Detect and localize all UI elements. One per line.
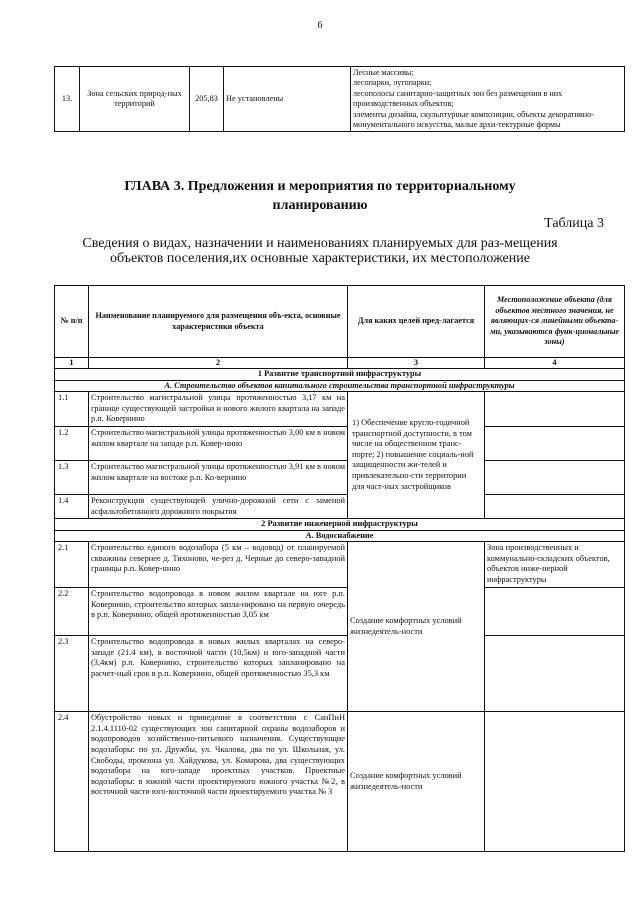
header-num: № п/п [55, 286, 89, 358]
table-row [55, 636, 625, 712]
row-description: Строительство единого водозабора (5 км – водовод) от планируемой скважины севернее д. Тихоново, че-рез д. Черные до северо-западной границы р.п. Ковер-нино [89, 542, 348, 588]
row-location [485, 392, 625, 427]
zone-item: лесополосы санитарно-защитных зон без размещения в них производственных объектов; [353, 88, 563, 109]
row-location [485, 588, 625, 636]
zone-rules: Не установлены [224, 67, 351, 132]
table-row [55, 542, 625, 588]
column-number: 4 [485, 358, 625, 369]
row-number: 1.3 [55, 461, 89, 495]
row-purpose-water: Создание комфортных условий жизнедеятель-ности [348, 542, 485, 712]
table-row [55, 588, 625, 636]
row-description: Строительство магистральной улицы протяженностью 3,91 км в новом жилом квартале на востоке р.п. Ко-вернино [89, 461, 348, 495]
zone-area: 205,83 [190, 67, 224, 132]
subsection-row [55, 530, 625, 542]
row-location [485, 712, 625, 852]
subsection-title-transport: А. Строительство объектов капитального строительства транспортной инфраструктуры [55, 380, 625, 392]
column-number: 1 [55, 358, 89, 369]
table-row [55, 427, 625, 461]
row-purpose-water: Создание комфортных условий жизнедеятель-ности [348, 712, 485, 852]
row-description: Строительство магистральной улицы протяженностью 3,17 км на границе существующей застройки и нового жилого квартала на западе р.п. Ковернино [89, 392, 348, 427]
row-description: Строительство водопровода в новых жилых кварталах на северо-западе (21.4 км), в восточной части (10,5км) и юго-западной части (3,4км) р.п. Ковернино, строительство которых запланировано на расчет-ный срок в р.п. Ковернино, общей протяженностью 35,3 км [89, 636, 348, 712]
column-number: 2 [89, 358, 348, 369]
column-number: 3 [348, 358, 485, 369]
row-location [485, 495, 625, 519]
table-row [55, 712, 625, 852]
zone-item: лесопарки, лугопарки; [353, 78, 432, 88]
table-row [55, 461, 625, 495]
zone-item: Лесные массивы; [353, 68, 414, 77]
chapter-heading: ГЛАВА 3. Предложения и мероприятия по территориальному планированию [124, 179, 516, 213]
row-number: 2.4 [55, 712, 89, 852]
row-number: 2.3 [55, 636, 89, 712]
row-description: Строительство водопровода в новом жилом квартале на юге р.п. Ковернино, строительство которых запла-нировано на первую очередь в р.п. Ковернино, общей протяженностью 3,05 км [89, 588, 348, 636]
row-number: 1.4 [55, 495, 89, 519]
row-description: Реконструкция существующей улично-дорожной сети с заменой асфальтобетонного дорожного покрытия [89, 495, 348, 519]
header-row [55, 286, 625, 358]
zone-items [351, 67, 625, 132]
zone-item: элементы дизайна, скульптурные композиции, объекты декоративно-монументального искусства, малые архи-тектурные формы [353, 109, 594, 130]
header-purpose: Для каких целей пред-лагается [348, 286, 485, 358]
zone-name: Зона сельских природ-ных территорий [80, 67, 190, 132]
column-number-row [55, 358, 625, 369]
row-number: 1.1 [55, 392, 89, 427]
planned-objects-table [54, 285, 625, 852]
section-row [55, 519, 625, 531]
zone-number: 13. [55, 67, 80, 132]
row-number: 2.2 [55, 588, 89, 636]
header-name: Наименование планируемого для размещения объ-екта, основные характеристики объекта [89, 286, 348, 358]
table-caption: Сведения о видах, назначении и наименованиях планируемых для раз-мещения объектов поселения,их основные характеристики, их местоположение [82, 236, 558, 266]
table-label: Таблица 3 [544, 216, 604, 231]
subsection-row [55, 380, 625, 392]
zones-table-continuation [54, 66, 625, 132]
table-row [55, 392, 625, 427]
header-location: Местоположение объекта (для объектов местного значения, не являющих-ся линейными объекта-ми, указываются функ-циональные зоны) [485, 286, 625, 358]
row-number: 1.2 [55, 427, 89, 461]
row-location [485, 636, 625, 712]
section-row [55, 369, 625, 381]
row-description: Строительство магистральной улицы протяженностью 3,00 км в новом жилом квартале на западе р.п. Ковер-нино [89, 427, 348, 461]
subsection-title-water: А. Водоснабжение [55, 530, 625, 542]
row-location: Зона производственных и коммунально-складских объектов, объектов инже-нерной инфраструктуры [485, 542, 625, 588]
row-number: 2.1 [55, 542, 89, 588]
row-location [485, 427, 625, 461]
page-number: 6 [317, 20, 323, 31]
table-row [55, 67, 625, 132]
section-title-engineering: 2 Развитие инженерной инфраструктуры [55, 519, 625, 531]
table-row [55, 495, 625, 519]
row-purpose-transport: 1) Обеспечение кругло-годичной транспортной доступности, в том числе на общественном транс-порте; 2) повышение социаль-ной защищенности жи-телей и привлекательно-сти территории для част-ных застройщиков [348, 392, 485, 519]
row-description: Обустройство новых и приведение в соответствии с СанПиН 2.1.4.1110-02 существующих зон санитарной охраны водозаборов и водопроводов хозяйственно-питьевого назначения. Существующие водозаборы: по ул. Дружбы, ул. Чкалова, два по ул. Школьная, ул. Свободы, промзона ул. Хайдукова, ул. Комарова, два существующих водозабора на юго-западе проектных участков. Проектные водозаборы: в южной части проектируемого южного участка №2, в восточной части юго-восточной части проектируемого участка № 3 [89, 712, 348, 852]
section-title-transport: 1 Развитие транспортной инфраструктуры [55, 369, 625, 381]
row-location [485, 461, 625, 495]
